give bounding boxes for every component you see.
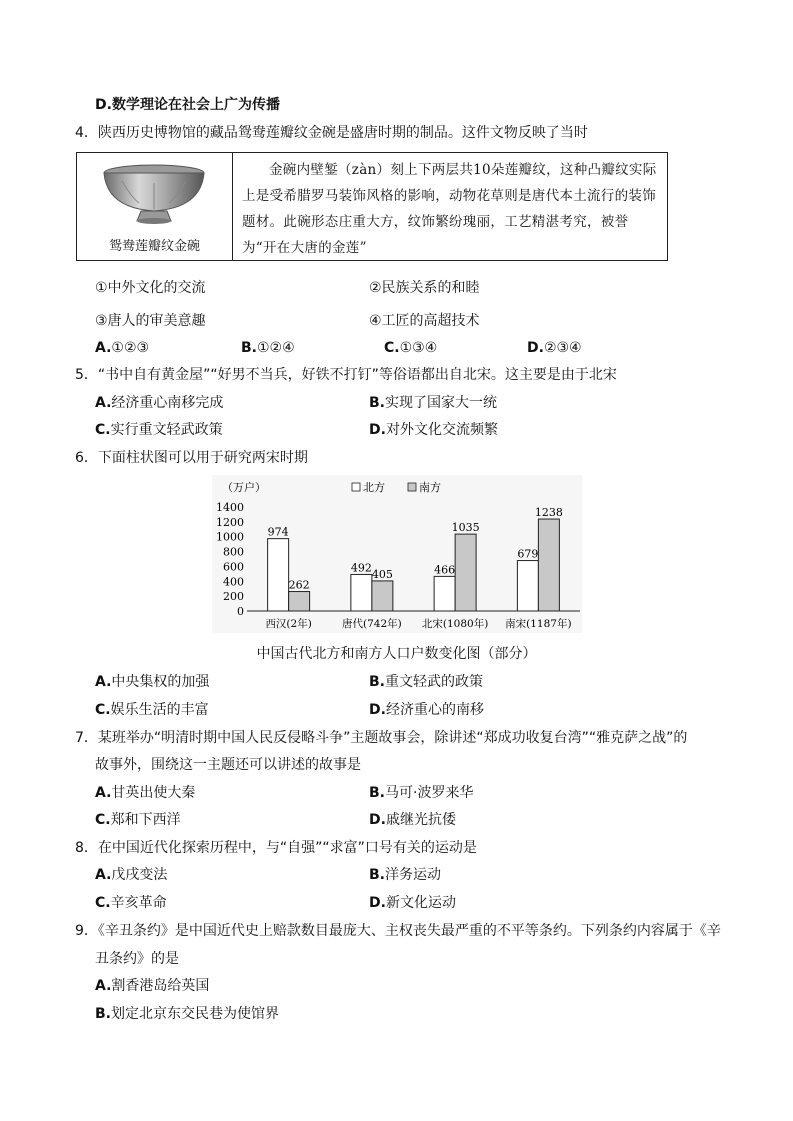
- option-text: ①②③: [111, 340, 150, 356]
- option-letter: A.: [95, 978, 112, 994]
- y-tick-label: 1200: [216, 515, 244, 529]
- data-label: 1238: [534, 506, 563, 520]
- question-8-stem: 8．在中国近代化探索历程中，与“自强”“求富”口号有关的运动是: [75, 840, 477, 856]
- option-letter: C.: [95, 422, 111, 438]
- data-label: 466: [434, 563, 456, 577]
- q8-option-b[interactable]: [369, 866, 441, 884]
- option-text: 甘英出使大秦: [111, 785, 196, 801]
- y-tick-label: 800: [223, 545, 244, 559]
- option-text: 郑和下西洋: [110, 812, 181, 828]
- q4-option-b[interactable]: [241, 339, 295, 357]
- q4-item-1: ①中外文化的交流: [95, 280, 206, 296]
- q7-option-c[interactable]: [95, 811, 181, 829]
- option-text: 马可·波罗来华: [385, 785, 474, 801]
- chart-svg: [212, 475, 582, 633]
- question-4-stem: 4．陕西历史博物馆的藏品鸳鸯莲瓣纹金碗是盛唐时期的制品。这件文物反映了当时: [75, 125, 588, 141]
- bar: [268, 539, 289, 611]
- population-chart: [212, 475, 582, 633]
- option-letter: B.: [369, 867, 385, 883]
- question-6-stem: 6．下面柱状图可以用于研究两宋时期: [75, 450, 308, 466]
- bar: [517, 561, 538, 611]
- option-letter: C.: [384, 340, 400, 356]
- artifact-description: 金碗内壁錾（zàn）刻上下两层共10朵莲瓣纹，这种凸瓣纹实际上是受希腊罗马装饰风格的影响，动物花草则是唐代本土流行的装饰题材。此碗形态庄重大方，纹饰繁纷瑰丽，工艺精湛考究，被誉为“开在大唐的金莲”: [242, 162, 657, 256]
- option-text: ①②④: [257, 340, 295, 356]
- data-label: 974: [267, 525, 289, 539]
- option-text: 中央集权的加强: [111, 674, 210, 690]
- q3-option-d: D.数学理论在社会上广为传播: [95, 97, 280, 113]
- x-tick-label: 西汉(2年): [265, 618, 312, 630]
- q5-option-d[interactable]: [369, 421, 498, 439]
- option-text: 戊戌变法: [111, 867, 168, 883]
- option-text: 娱乐生活的丰富: [110, 702, 209, 718]
- q4-option-d[interactable]: [527, 339, 582, 357]
- option-text: ①③④: [399, 340, 438, 356]
- option-text: 经济重心的南移: [385, 702, 484, 718]
- x-tick-label: 唐代(742年): [342, 618, 402, 630]
- option-letter: B.: [241, 340, 257, 356]
- option-letter: C.: [95, 812, 111, 828]
- option-letter: A.: [95, 674, 112, 690]
- option-text: 新文化运动: [385, 895, 456, 911]
- q8-option-a[interactable]: [95, 866, 167, 884]
- data-label: 679: [517, 547, 539, 561]
- option-letter: D.: [369, 895, 386, 911]
- q4-option-c[interactable]: [384, 339, 437, 357]
- x-tick-label: 北宋(1080年): [421, 618, 489, 630]
- y-tick-label: 1000: [216, 530, 244, 544]
- bar: [351, 574, 372, 611]
- bar: [372, 581, 393, 611]
- option-text: 割香港岛给英国: [111, 978, 210, 994]
- bar: [455, 534, 476, 611]
- question-5-stem: 5．“书中自有黄金屋”“好男不当兵，好铁不打钉”等俗语都出自北宋。这主要是由于北宋: [75, 367, 617, 383]
- q6-option-a[interactable]: [95, 673, 209, 691]
- option-letter: D.: [369, 812, 386, 828]
- option-letter: B.: [369, 785, 385, 801]
- q5-option-c[interactable]: [95, 421, 223, 439]
- option-text: 戚继光抗倭: [385, 812, 456, 828]
- q4-item-2: ②民族关系的和睦: [369, 280, 480, 296]
- data-label: 1035: [451, 521, 480, 535]
- q8-option-c[interactable]: [95, 894, 167, 912]
- option-letter: D.: [369, 702, 386, 718]
- artifact-box: [76, 152, 668, 261]
- option-letter: A.: [95, 340, 112, 356]
- y-tick-label: 200: [223, 590, 244, 604]
- q7-option-b[interactable]: [369, 784, 473, 802]
- q4-item-3: ③唐人的审美意趣: [95, 313, 206, 329]
- legend-swatch: [352, 483, 360, 491]
- legend-label: 南方: [419, 481, 441, 494]
- q4-item-4: ④工匠的高超技术: [369, 313, 480, 329]
- option-letter: D.: [527, 340, 544, 356]
- option-letter: A.: [95, 395, 112, 411]
- q8-option-d[interactable]: [369, 894, 456, 912]
- option-text: 划定北京东交民巷为使馆界: [111, 1006, 279, 1022]
- option-letter: B.: [95, 1006, 111, 1022]
- q7-option-d[interactable]: [369, 811, 456, 829]
- y-tick-label: 1400: [216, 501, 244, 514]
- q6-option-d[interactable]: [369, 701, 484, 719]
- q6-option-b[interactable]: [369, 673, 483, 691]
- box-divider: [232, 153, 233, 260]
- q7-option-a[interactable]: [95, 784, 195, 802]
- y-tick-label: 600: [223, 560, 244, 574]
- bar: [538, 519, 559, 611]
- question-9-stem-line2: 丑条约》的是: [95, 951, 179, 967]
- question-9-stem-line1: 9．《辛丑条约》是中国近代史上赔款数目最庞大、主权丧失最严重的不平等条约。下列条约内容属于《辛: [75, 923, 721, 939]
- question-7-stem-line2: 故事外，围绕这一主题还可以讲述的故事是: [95, 757, 361, 773]
- q4-option-a[interactable]: [95, 339, 149, 357]
- q9-option-b[interactable]: [95, 1005, 279, 1023]
- bar: [434, 576, 455, 611]
- option-text: 经济重心南移完成: [111, 395, 224, 411]
- gold-bowl-image: [77, 153, 232, 235]
- x-tick-label: 南宋(1187年): [505, 618, 572, 630]
- legend-swatch: [408, 483, 416, 491]
- option-text: ②③④: [543, 340, 582, 356]
- option-letter: C.: [95, 895, 111, 911]
- legend-label: 北方: [363, 481, 385, 494]
- option-letter: D.: [369, 422, 386, 438]
- data-label: 262: [288, 578, 310, 592]
- option-text: 实现了国家大一统: [385, 395, 497, 411]
- y-axis-label: （万户）: [222, 481, 266, 494]
- artifact-caption: 鸳鸯莲瓣纹金碗: [108, 239, 200, 254]
- option-letter: A.: [95, 867, 112, 883]
- question-7-stem-line1: 7．某班举办“明清时期中国人民反侵略斗争”主题故事会，除讲述“郑成功收复台湾”“雅克萨之战”的: [75, 730, 688, 746]
- option-letter: B.: [369, 395, 385, 411]
- q5-option-b[interactable]: [369, 394, 497, 412]
- q6-option-c[interactable]: [95, 701, 209, 719]
- option-letter: B.: [369, 674, 385, 690]
- data-label: 405: [371, 567, 393, 581]
- chart-caption: 中国古代北方和南方人口户数变化图（部分）: [256, 646, 537, 662]
- option-text: 对外文化交流频繁: [385, 422, 498, 438]
- option-letter: C.: [95, 702, 111, 718]
- option-letter: A.: [95, 785, 112, 801]
- option-text: 辛亥革命: [110, 895, 167, 911]
- option-text: 实行重文轻武政策: [110, 422, 223, 438]
- y-tick-label: 0: [237, 605, 244, 618]
- option-text: 洋务运动: [385, 867, 441, 883]
- q9-option-a[interactable]: [95, 977, 209, 995]
- bar: [289, 592, 310, 611]
- data-label: 492: [350, 561, 372, 575]
- q5-option-a[interactable]: [95, 394, 223, 412]
- y-tick-label: 400: [223, 575, 244, 589]
- option-text: 重文轻武的政策: [385, 674, 483, 690]
